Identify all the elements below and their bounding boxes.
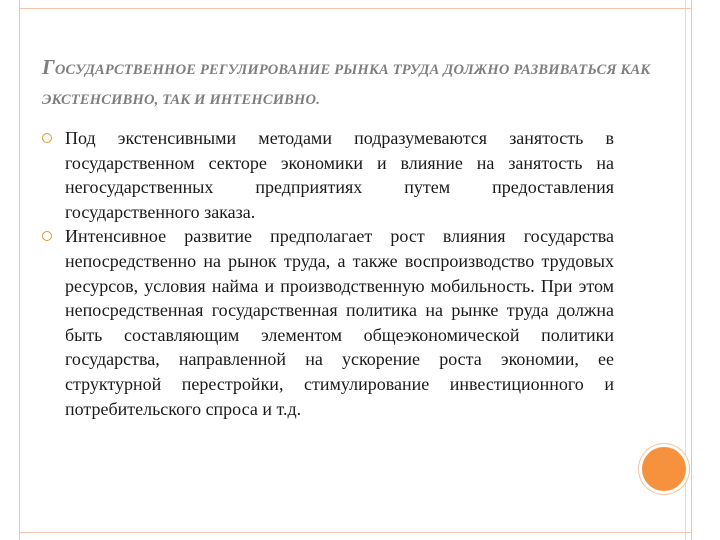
- bullet-item: [42, 126, 614, 224]
- hollow-circle-bullet-icon: [42, 133, 52, 143]
- bullet-item: [42, 224, 614, 421]
- frame-left-line: [19, 0, 20, 540]
- bullet-text: Интенсивное развитие предполагает рост влияния государства непосредственно на рынок труда, а также воспроизводство трудовых ресурсов, условия найма и производственную мобильность. При этом непосредственная государственная политика на рынке труда должна быть составляющим элементом общеэкономической политики государства, направленной на ускорение роста экономии, ее структурной перестройки, стимулирование инвестиционного и потребительского спроса и т.д.: [65, 226, 614, 419]
- bullet-list: [42, 126, 614, 421]
- frame-right-inner-line: [685, 0, 686, 540]
- bullet-text: Под экстенсивными методами подразумеваются занятость в государственном секторе экономики и влияние на занятость на негосударственных предприятиях путем предоставления государственного заказа.: [65, 128, 614, 222]
- slide-title: [42, 52, 662, 115]
- frame-top-line: [19, 8, 691, 9]
- decorative-orange-circle: [642, 447, 686, 491]
- frame-bottom-line: [19, 532, 691, 533]
- frame-right-line: [691, 0, 692, 540]
- title-first-letter: Г: [42, 55, 55, 79]
- hollow-circle-bullet-icon: [42, 231, 52, 241]
- title-text: ОСУДАРСТВЕННОЕ РЕГУЛИРОВАНИЕ РЫНКА ТРУДА ДОЛЖНО РАЗВИВАТЬСЯ КАК ЭКСТЕНСИВНО, ТАК И ИНТЕНСИВНО.: [42, 62, 651, 108]
